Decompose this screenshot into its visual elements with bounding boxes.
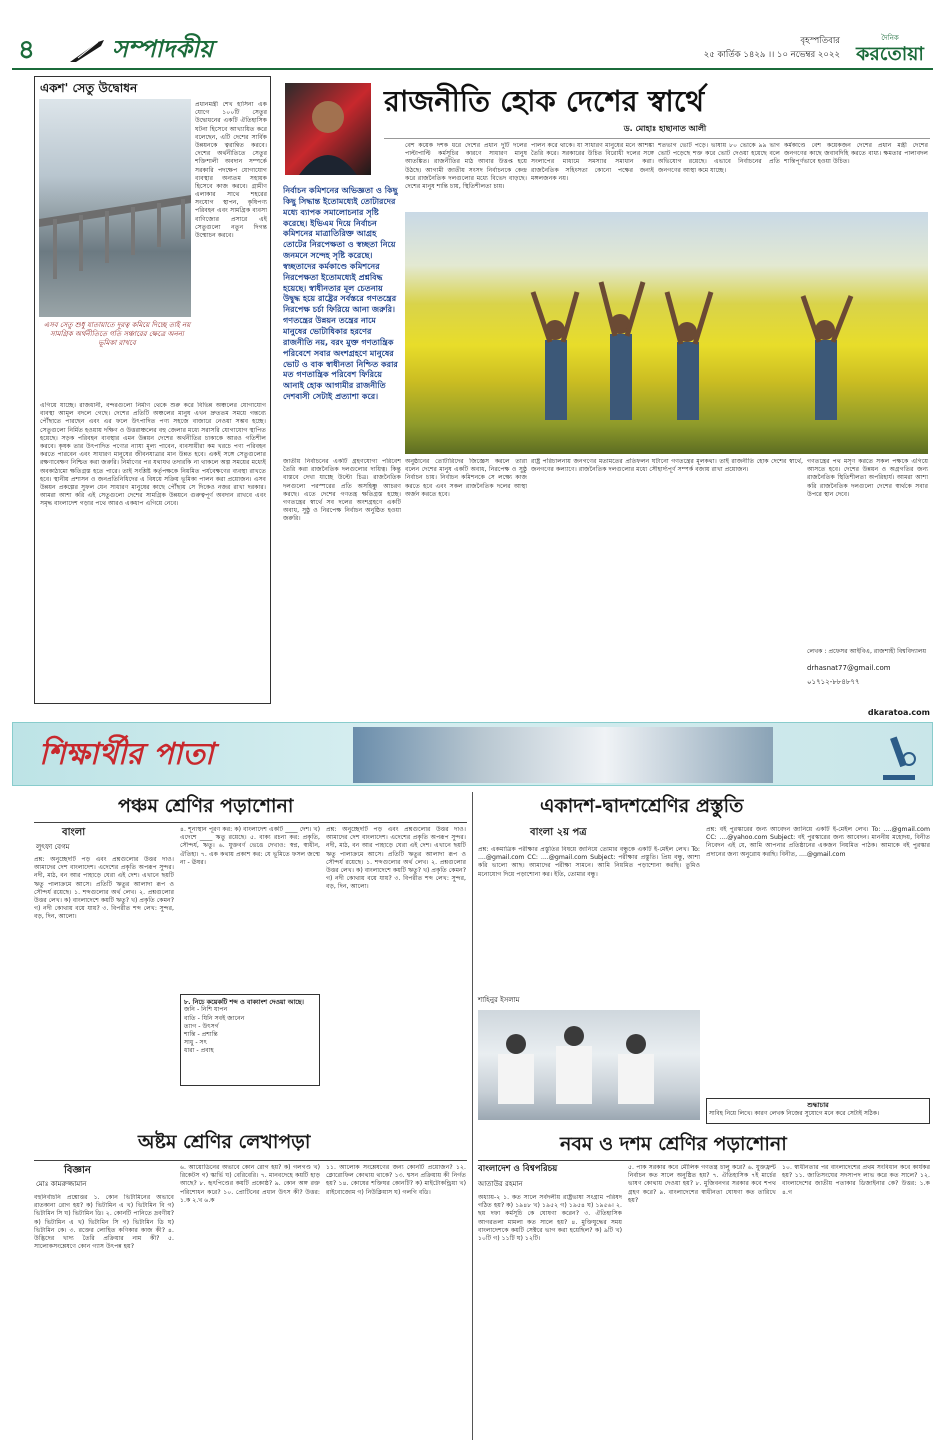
- class5-table-row: জনি - নিশি যাপন: [184, 1006, 228, 1014]
- author-rule: [384, 138, 930, 139]
- class5-rule: [34, 822, 467, 823]
- class8-text: বহুনির্বাচনি প্রশ্নোত্তর ১. কোন ভিটামিনের অভাবে রাতকানা রোগ হয়? ক) ভিটামিন এ খ) ভিটামিন বি গ) ভিটামিন সি ঘ) ভিটামিন ডি। ২. কোনটি পানিতে দ্রবণীয়? ক) ভিটামিন এ খ) ভিটামিন সি গ) ভিটামিন ডি ঘ) ভিটামিন কে। ৩. রক্তের লোহিত কণিকার কাজ কী? ৪. উদ্ভিদের খাদ্য তৈরি প্রক্রিয়ার নাম কী? ৫. সালোকসংশ্লেষণে কোন গ্যাস উৎপন্ন হয়?: [34, 1194, 174, 1251]
- masthead: [12, 34, 933, 66]
- class5-title: পঞ্চম শ্রেণির পড়াশোনা: [118, 795, 294, 817]
- opinion-author-note: লেখক : প্রফেসর আইবিএ, রাজশাহী বিশ্ববিদ্যালয়: [807, 648, 927, 655]
- class9-rule: [478, 1160, 930, 1161]
- editorial-body-top: প্রধানমন্ত্রী শেখ হাসিনা এক যোগে ১০০টি সেতুর উদ্বোধনের একটি ঐতিহাসিক ঘটনা হিসেবে আখ্যায়িত করে বলেছেন, এটি দেশের সার্বিক উন্নয়নকে ত্বরান্বিত করবে। দেশের অর্থনীতিতে সেতুর শক্তিশালী অবদান সম্পর্কে সরকারি পদক্ষেপ যোগাযোগ ব্যবস্থার অন্যতম সহায়ক হিসেবে কাজ করবে। গ্রামীণ এলাকার সাথে শহরের সংযোগ স্থাপন, কৃষিপণ্য পরিবহন এবং সামগ্রিক ব্যবসা বাণিজ্যের প্রসারে এই সেতুগুলো নতুন দিগন্ত উন্মোচন করবে।: [195, 101, 267, 239]
- class11-teacher: শাহিনুর ইসলাম: [478, 996, 520, 1004]
- date-day: বৃহস্পতিবার: [800, 36, 840, 46]
- class5-table-row: সাধু - সৎ: [184, 1039, 207, 1047]
- class5-table: [180, 994, 320, 1086]
- class8-text3: ১১. আলোক সংশ্লেষণের জন্য কোনটি প্রয়োজন? ১২. ক্লোরোফিল কোথায় থাকে? ১৩. শ্বসন প্রক্রিয়ায় কী নির্গত হয়? ১৪. কোষের শক্তিঘর কোনটি? ক) মাইটোকন্ড্রিয়া খ) রাইবোজোম গ) নিউক্লিয়াস ঘ) গলগি বডি।: [326, 1164, 466, 1196]
- children-field-photo: [405, 212, 928, 454]
- masthead-rule: [12, 68, 933, 70]
- class8-teacher: মোঃ কামরুজ্জামান: [36, 1180, 87, 1188]
- class8-rule: [34, 1160, 467, 1161]
- opinion-body-b: অনুষ্ঠানের তোটারিদের জিজ্ঞেস করলে তারা বলেন দেশের মানুষ একটি অবাধ, নিরপেক্ষ ও সুষ্ঠু নির্বাচন চায়। নির্বাচন কমিশনকে সে লক্ষ্যে কাজ করতে হবে এবং সকল রাজনৈতিক দলের আস্থা অর্জন করতে হবে।: [405, 458, 527, 498]
- opinion-body-d: গণতন্ত্রের পথ মসৃণ করতে সকল পক্ষকে এগিয়ে আসতে হবে। দেশের উন্নয়ন ও অগ্রগতির জন্য রাজনৈতিক স্থিতিশীলতা অপরিহার্য। আমরা আশা করি রাজনৈতিক দলগুলো দেশের স্বার্থকে সবার উপরে স্থান দেবে।: [807, 458, 928, 498]
- opinion-col-2: পালন করে থাকে। যা সাধারণ মানুষের মনে আশঙ্কা তৈরি করে। সরকারের উচিত বিরোধী দলের সঙ্গে সংলাপের মাধ্যমে সমস্যার সমাধান করা। রাজনৈতিক সহিংসতা কোনো পক্ষের জন্যই মঙ্গলজনক নয়।: [531, 142, 654, 182]
- quill-icon: [68, 38, 106, 64]
- class9-title: নবম ও দশম শ্রেণির পড়াশোনা: [560, 1133, 787, 1155]
- microscope-icon: [873, 729, 923, 781]
- page-number: ৪: [18, 35, 35, 65]
- class9-text3: ১০. স্বাধীনতার পর বাংলাদেশের প্রথম সংবিধান কবে কার্যকর হয়? ১১. জাতিসংঘের সদস্যপদ লাভ করে কত সালে? ১২. বাংলাদেশের জাতীয় পতাকার ডিজাইনার কে? উত্তর: ১.ক ৪.গ: [782, 1164, 930, 1196]
- opinion-phone: ০১৭১২-৮৮৪৮৭৭: [807, 678, 860, 686]
- class5-text: প্রশ্ন: অনুচ্ছেদটি পড় এবং প্রশ্নগুলোর উত্তর দাও। আমাদের দেশ বাংলাদেশ। এদেশের প্রকৃতি অপরূপ সুন্দর। নদী, মাঠ, বন আর পাহাড়ে ঘেরা এই দেশ। এখানে ছয়টি ঋতু পালাক্রমে আসে। প্রতিটি ঋতুর আলাদা রূপ ও সৌন্দর্য রয়েছে। ১. শব্দগুলোর অর্থ লেখ। ২. প্রশ্নগুলোর উত্তর লেখ। ক) বাংলাদেশে কয়টি ঋতু? খ) প্রকৃতি কেমন? গ) নদী কোথায় বয়ে যায়? ৩. বিপরীত শব্দ লেখ: সুন্দর, বড়, দিন, আলো।: [34, 856, 174, 921]
- correction-box: [706, 1098, 930, 1124]
- class8-subject: বিজ্ঞান: [64, 1165, 91, 1176]
- opinion-col-3: শতভাগ ভোট পড়ে। ভাষায় ৮০ ভোকে ৯৯ ভাগ ভোট পড়েছে শক্ত করে ভোট দেওয়া হয়েছে বলে অভিযোগ রয়েছে। এভাবে নির্বাচনের প্রতি জনগণের আস্থা কমে যাচ্ছে।: [658, 142, 780, 174]
- bridge-photo: [39, 99, 191, 317]
- opinion-pull-quote: নির্বাচন কমিশনের অভিজ্ঞতা ও কিছু কিছু সিদ্ধান্ত ইতোমধ্যেই তোটারদের মধ্যে ব্যাপক সমালোচনার সৃষ্টি করেছে। ইভিএম দিয়ে নির্বাচন কমিশনের মাত্রাতিরিক্ত আগ্রহ তোটের নিরপেক্ষতা ও স্বচ্ছতা নিয়ে জনমনে সন্দেহ সৃষ্টি করেছে। স্বচ্ছতাদের কর্মকাণ্ডে কমিশনের নিরপেক্ষতা ইতোমধ্যেই প্রশ্নবিদ্ধ হয়েছে। স্বাধীনতার মূল চেতনায় উদ্বুদ্ধ হয়ে রাষ্ট্রের সর্বস্তরে গণতন্ত্রের নিরপেক্ষ চর্চা ফিরিয়ে আনা জরুরি। গণতন্ত্রের উন্নয়ন তন্ত্রের নামে মানুষের ভোটাধিকার হরণের রাজনীতি নয়, বরং মুক্ত গণতান্ত্রিক পরিবেশে সবার অংশগ্রহণে মানুষের ভোট ও বাক স্বাধীনতা নিশ্চিত করার মত গণতান্ত্রিক পরিবেশ ফিরিয়ে আনাই হোক আগামীর রাজনীতি দেশবাসী সেটাই প্রত্যাশা করে।: [283, 185, 398, 402]
- class11-text2: প্রশ্ন: বই পুরস্কারের জন্য আবেদন জানিয়ে একটি ই-মেইল লেখ। To: ....@gmail.com CC: ....@yahoo.com Subject: বই পুরস্কারের জন্য আবেদন। মাননীয় মহোদয়, বিনীত নিবেদন এই যে, আমি আপনার প্রতিষ্ঠানের একজন নিয়মিত পাঠক। আমাকে বই পুরস্কার প্রদানের জন্য অনুরোধ করছি। বিনীত, ....@gmail.com: [706, 826, 930, 858]
- opinion-col-1: বেশ কয়েক দশক ধরে দেশের প্রধান দুটি দলের পাল্টাপাল্টি কর্মসূচির কারণে সাধারণ মানুষ আতঙ্কিত। রাজনীতির মাঠ আবার উত্তপ্ত হয়ে উঠছে। আগামী জাতীয় সংসদ নির্বাচনকে কেন্দ্র করে রাজনৈতিক দলগুলোর মধ্যে বিভেদ বাড়ছে। দেশের মানুষ শান্তি চায়, স্থিতিশীলতা চায়।: [405, 142, 527, 190]
- opinion-author: ড. মোহাঃ হাছানাত আলী: [623, 124, 707, 133]
- education-banner: [12, 722, 933, 786]
- editorial-box: [34, 76, 271, 704]
- opinion-headline: রাজনীতি হোক দেশের স্বার্থে: [384, 84, 705, 118]
- class9-text2: ৫. পাক সরকার কবে মৌলিক গণতন্ত্র চালু করে? ৬. যুক্তফ্রন্ট নির্বাচন কত সালে অনুষ্ঠিত হয়? ৭. ঐতিহাসিক ৭ই মার্চের ভাষণ কোথায় দেওয়া হয়? ৮. মুজিবনগর সরকার কবে শপথ গ্রহণ করে? ৯. বাংলাদেশের স্বাধীনতা ঘোষণা কত তারিখে হয়?: [628, 1164, 776, 1204]
- class5-table-row: শান্তি - প্রশান্তি: [184, 1031, 218, 1039]
- class5-text3: প্রশ্ন: অনুচ্ছেদটি পড় এবং প্রশ্নগুলোর উত্তর দাও। আমাদের দেশ বাংলাদেশ। এদেশের প্রকৃতি অপরূপ সুন্দর। নদী, মাঠ, বন আর পাহাড়ে ঘেরা এই দেশ। এখানে ছয়টি ঋতু পালাক্রমে আসে। প্রতিটি ঋতুর আলাদা রূপ ও সৌন্দর্য রয়েছে। ১. শব্দগুলোর অর্থ লেখ। ২. প্রশ্নগুলোর উত্তর লেখ। ক) বাংলাদেশে কয়টি ঋতু? খ) প্রকৃতি কেমন? গ) নদী কোথায় বয়ে যায়? ৩. বিপরীত শব্দ লেখ: সুন্দর, বড়, দিন, আলো।: [326, 826, 466, 891]
- class5-table-title: ৮. নিচে কয়েকটি শব্দ ও বাক্যাংশ দেওয়া আছে।: [184, 998, 304, 1006]
- exam-hall-photo: [478, 1010, 700, 1120]
- section-title: সম্পাদকীয়: [112, 34, 214, 63]
- class5-teacher: লুৎফা বেগম: [36, 843, 70, 851]
- website-credit: dkaratoa.com: [867, 708, 930, 717]
- class11-text: প্রশ্ন: একমাত্রিক পরীক্ষার প্রস্তুতির বিষয়ে জানিয়ে তোমার বন্ধুকে একটি ই-মেইল লেখ। To: ....@gmail.com CC: ....@gmail.com Subject: পরীক্ষার প্রস্তুতি। প্রিয় বন্ধু, আশা করি ভালো আছ। আমাদের পরীক্ষা সামনে। আমি নিয়মিত পড়াশোনা করছি। তুমিও মনোযোগ দিয়ে পড়াশোনা কর। ইতি, তোমার বন্ধু।: [478, 846, 700, 878]
- class5-subject: বাংলা: [62, 827, 86, 838]
- class9-text: অধ্যায়-২ ১. কত সালে সর্বদলীয় রাষ্ট্রভাষা সংগ্রাম পরিষদ গঠিত হয়? ক) ১৯৪৮ খ) ১৯৫২ গ) ১৯৫৪ ঘ) ১৯৫৬। ২. ছয় দফা কর্মসূচি কে ঘোষণা করেন? ৩. ঐতিহাসিক আগরতলা মামলা কত সালে হয়? ৪. মুক্তিযুদ্ধের সময় বাংলাদেশকে কয়টি সেক্টরে ভাগ করা হয়েছিল? ক) ৯টি খ) ১০টি গ) ১১টি ঘ) ১২টি।: [478, 1194, 622, 1242]
- class8-text2: ৬. আয়োডিনের অভাবে কোন রোগ হয়? ক) গলগণ্ড খ) রিকেটস গ) স্কার্ভি ঘ) বেরিবেরি। ৭. মানবদেহে কয়টি হাড় আছে? ৮. হৃৎপিণ্ডের কয়টি প্রকোষ্ঠ? ৯. কোন অঙ্গ রক্ত পরিশোধন করে? ১০. প্রোটিনের প্রধান উৎস কী? উত্তর: ১.ক ২.খ ৬.ক: [180, 1164, 320, 1204]
- class5-table-row: বাতি - যিনি সবই জানেন: [184, 1014, 245, 1022]
- editorial-body-bottom: এগিয়ে যাচ্ছে। রাজধানী, বন্দরগুলো নির্মাণ থেকে শুরু করে বিভিন্ন অঞ্চলের যোগাযোগ ব্যবস্থা আমূল বদলে গেছে। দেশের প্রতিটি অঞ্চলের মানুষ এখন দ্রুততম সময়ে গন্তব্যে পৌঁছাতে পারছেন এবং এর ফলে উৎপাদিত পণ্য সহজে বাজারে নেওয়া সম্ভব হচ্ছে। সেতুগুলো নির্মিত হওয়ায় দক্ষিণ ও উত্তরাঞ্চলের বহু জেলার মধ্যে সরাসরি যোগাযোগ স্থাপিত হয়েছে। সড়ক পরিবহন ব্যবস্থার এমন উন্নয়ন দেশের অর্থনীতির চাকাকে আরও গতিশীল করবে। কৃষক তার উৎপাদিত পণ্যের ন্যায্য মূল্য পাবেন, ব্যবসায়ীরা কম খরচে পণ্য পরিবহন করতে পারবেন এবং সাধারণ মানুষের জীবনযাত্রার মান উন্নত হবে। একই সঙ্গে সেতুগুলোর রক্ষণাবেক্ষণ নিশ্চিত করা জরুরি। নির্মাণের পর যথাযথ তদারকি না থাকলে অল্প সময়ের মধ্যেই অবকাঠামো ক্ষতিগ্রস্ত হতে পারে। তাই সংশ্লিষ্ট কর্তৃপক্ষকে নিয়মিত পর্যবেক্ষণের ব্যবস্থা রাখতে হবে। স্থানীয় প্রশাসন ও জনপ্রতিনিধিদের এ বিষয়ে সক্রিয় ভূমিকা পালন করা প্রয়োজন। এসব উন্নয়ন প্রকল্পের সুফল যেন সাধারণ মানুষের কাছে পৌঁছায় সে দিকেও নজর রাখা দরকার। আমরা আশা করি এই সেতুগুলো দেশের সামগ্রিক উন্নয়নে গুরুত্বপূর্ণ অবদান রাখবে এবং সমৃদ্ধ বাংলাদেশ গড়ার পথে আরও একধাপ এগিয়ে নেবে।: [40, 402, 266, 508]
- class11-subject: বাংলা ২য় পত্র: [530, 827, 587, 838]
- opinion-col-4: কর্মকাণ্ডে বেশ কয়েকজন দেশের প্রধান মন্ত্রী দেশের জনগণের কাছে জবাবদিহি করতে বাধ্য। ক্ষমতার পালাবদল শান্তিপূর্ণভাবে হওয়া উচিত।: [784, 142, 928, 166]
- correction-text: সাবিহ নিয়ে লিখে। কারণ লেখক নিজের সুযোগে মনে করে সেটাই সঠিক।: [709, 1109, 880, 1117]
- opinion-body-a: জাতীয় নির্বাচনের একটি গ্রহণযোগ্য পরিবেশ তৈরি করা রাজনৈতিক দলগুলোর দায়িত্ব। কিন্তু বাস্তবে দেখা যাচ্ছে উল্টো চিত্র। রাজনৈতিক দলগুলো পরস্পরের প্রতি অসহিষ্ণু আচরণ করছে। এতে দেশের গণতন্ত্র ক্ষতিগ্রস্ত হচ্ছে। গণতন্ত্রের স্বার্থে সব দলের অংশগ্রহণে একটি অবাধ, সুষ্ঠু ও নিরপেক্ষ নির্বাচন অনুষ্ঠিত হওয়া জরুরি।: [283, 458, 401, 523]
- banner-photo-students: [353, 727, 773, 783]
- class5-text2: ৪. শূন্যস্থান পূরণ কর: ক) বাংলাদেশ একটি ____ দেশ। খ) এদেশে ____ ঋতু রয়েছে। ৫. বাক্য রচনা কর: প্রকৃতি, সৌন্দর্য, ঋতু। ৬. যুক্তবর্ণ ভেঙে দেখাও: স্বপ্ন, স্বাধীন, ঐতিহ্য। ৭. এক কথায় প্রকাশ কর: যে ভূমিতে ফসল জন্মে না - ঊষর।: [180, 826, 320, 866]
- class11-title: একাদশ-দ্বাদশশ্রেণির প্রস্তুতি: [540, 795, 744, 817]
- date-line: ২৫ কার্তিক ১৪২৯ ।। ১০ নভেম্বর ২০২২: [703, 50, 840, 60]
- editorial-caption: এসব সেতু শুধু যাতায়াতে দূরত্ব কমিয়ে দিচ্ছে তাই নয় সামগ্রিক অর্থনীতিতে গতি সঞ্চারের ক্ষেত্রে অনন্য ভূমিকা রাখবে: [43, 321, 191, 348]
- paper-name-small: দৈনিক: [881, 34, 899, 42]
- opinion-body-c: রাষ্ট্র পরিচালনায় জনগণের মতামতের প্রতিফলন ঘটানো গণতন্ত্রের মূলকথা। তাই রাজনীতি হোক দেশের স্বার্থে, জনগণের কল্যাণে। রাজনৈতিক দলগুলোর মধ্যে সৌহার্দ্যপূর্ণ সম্পর্ক বজায় রাখা প্রয়োজন।: [531, 458, 803, 474]
- class9-teacher: আতাউর রহমান: [478, 1180, 523, 1188]
- column-divider: [472, 792, 473, 1440]
- paper-logo: করতোয়া: [856, 43, 924, 65]
- banner-title: শিক্ষার্থীর পাতা: [39, 737, 214, 772]
- opinion-email: drhasnat77@gmail.com: [807, 664, 891, 672]
- class5-table-row: ত্যাগ - উৎসর্গ: [184, 1022, 219, 1030]
- class5-table-row: ধারা - প্রবাহ: [184, 1047, 214, 1055]
- class8-title: অষ্টম শ্রেণির লেখাপড়া: [138, 1131, 311, 1153]
- correction-label: শুদ্ধাচার: [807, 1101, 829, 1109]
- class9-subject: বাংলাদেশ ও বিশ্বপরিচয়: [478, 1164, 558, 1174]
- author-photo: [285, 83, 371, 175]
- editorial-heading: একশ' সেতু উদ্বোধন: [40, 81, 138, 95]
